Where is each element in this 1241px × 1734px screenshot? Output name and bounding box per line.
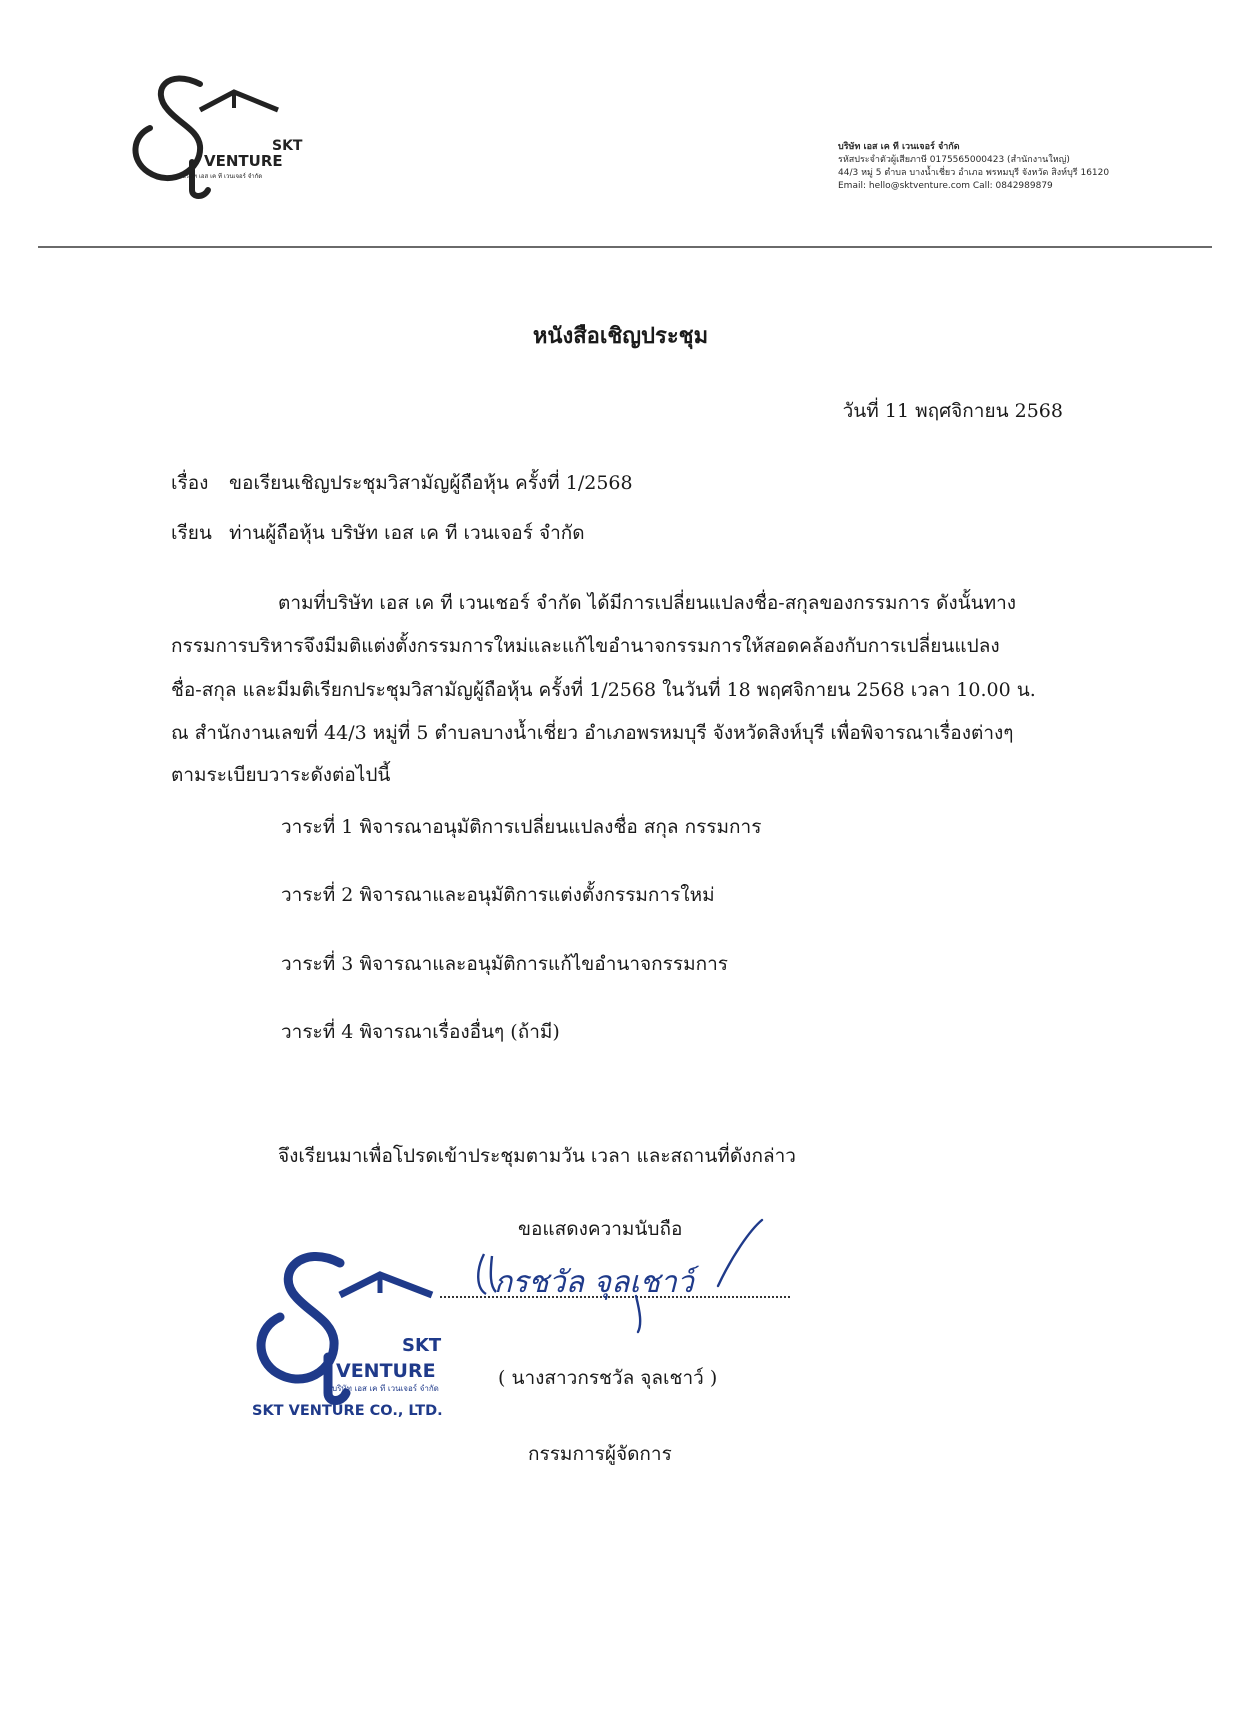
- logo-tagline: บริษัท เอส เค ที เวนเจอร์ จำกัด: [182, 173, 263, 180]
- signer-position: กรรมการผู้จัดการ: [528, 1443, 672, 1465]
- agenda-item: วาระที่ 4 พิจารณาเรื่องอื่นๆ (ถ้ามี): [281, 1021, 560, 1043]
- body-line: ตามระเบียบวาระดังต่อไปนี้: [171, 764, 391, 786]
- address-line: 44/3 หมู่ 5 ตำบล บางน้ำเชี่ยว อำเภอ พรหมบุรี จังหวัด สิงห์บุรี 16120: [838, 168, 1110, 178]
- agenda-item: วาระที่ 3 พิจารณาและอนุมัติการแก้ไขอำนาจกรรมการ: [281, 953, 728, 975]
- handwritten-signature: [470, 1216, 810, 1336]
- subject-label: เรื่อง: [171, 472, 209, 494]
- company-info: [838, 141, 1238, 193]
- recipient-row: [171, 518, 585, 548]
- signer-name: ( นางสาวกรชวัล จุลเชาว์ ): [498, 1367, 718, 1389]
- body-line: ตามที่บริษัท เอส เค ที เวนเชอร์ จำกัด ได้มีการเปลี่ยนแปลงชื่อ-สกุลของกรรมการ ดังนั้นทาง: [278, 592, 1017, 614]
- logo-text-top: SKT: [272, 138, 303, 154]
- closing-text: จึงเรียนมาเพื่อโปรดเข้าประชุมตามวัน เวลา และสถานที่ดังกล่าว: [278, 1145, 796, 1167]
- company-logo: [128, 70, 318, 200]
- recipient-text: ท่านผู้ถือหุ้น บริษัท เอส เค ที เวนเจอร์ จำกัด: [229, 522, 585, 544]
- logo-text-bottom: VENTURE: [204, 152, 283, 170]
- stamp-tagline: บริษัท เอส เค ที เวนเจอร์ จำกัด: [332, 1384, 439, 1393]
- signature-text: กรชวัล จุลเชาว์: [494, 1265, 694, 1300]
- body-line: ชื่อ-สกุล และมีมติเรียกประชุมวิสามัญผู้ถือหุ้น ครั้งที่ 1/2568 ในวันที่ 18 พฤศจิกายน 2568 เวลา 10.00 น.: [171, 679, 1036, 701]
- stamp-text-top: SKT: [402, 1335, 442, 1356]
- company-name: บริษัท เอส เค ที เวนเจอร์ จำกัด: [838, 142, 960, 152]
- agenda-item: วาระที่ 2 พิจารณาและอนุมัติการแต่งตั้งกรรมการใหม่: [281, 884, 715, 906]
- recipient-label: เรียน: [171, 522, 212, 544]
- body-line: กรรมการบริหารจึงมีมติแต่งตั้งกรรมการใหม่และแก้ไขอำนาจกรรมการให้สอดคล้องกับการเปลี่ยนแปลง: [171, 635, 1000, 657]
- regards-text: ขอแสดงความนับถือ: [518, 1218, 683, 1240]
- body-line: ณ สำนักงานเลขที่ 44/3 หมู่ที่ 5 ตำบลบางน้ำเชี่ยว อำเภอพรหมบุรี จังหวัดสิงห์บุรี เพื่อพิจารณาเรื่องต่างๆ: [171, 722, 1014, 744]
- header-divider: [38, 246, 1212, 248]
- contact-line: Email: hello@sktventure.com Call: 0842989879: [838, 181, 1053, 191]
- stamp-text-bottom: VENTURE: [336, 1360, 436, 1382]
- letter-title: หนังสือเชิญประชุม: [532, 323, 709, 349]
- tax-id-line: รหัสประจำตัวผู้เสียภาษี 0175565000423 (สำนักงานใหญ่): [838, 155, 1070, 165]
- agenda-item: วาระที่ 1 พิจารณาอนุมัติการเปลี่ยนแปลงชื่อ สกุล กรรมการ: [281, 816, 762, 838]
- company-stamp: [252, 1243, 482, 1453]
- subject-text: ขอเรียนเชิญประชุมวิสามัญผู้ถือหุ้น ครั้งที่ 1/2568: [229, 472, 633, 494]
- stamp-company-en: SKT VENTURE CO., LTD.: [252, 1403, 443, 1419]
- letter-date: วันที่ 11 พฤศจิกายน 2568: [842, 400, 1063, 422]
- subject-row: [171, 468, 633, 498]
